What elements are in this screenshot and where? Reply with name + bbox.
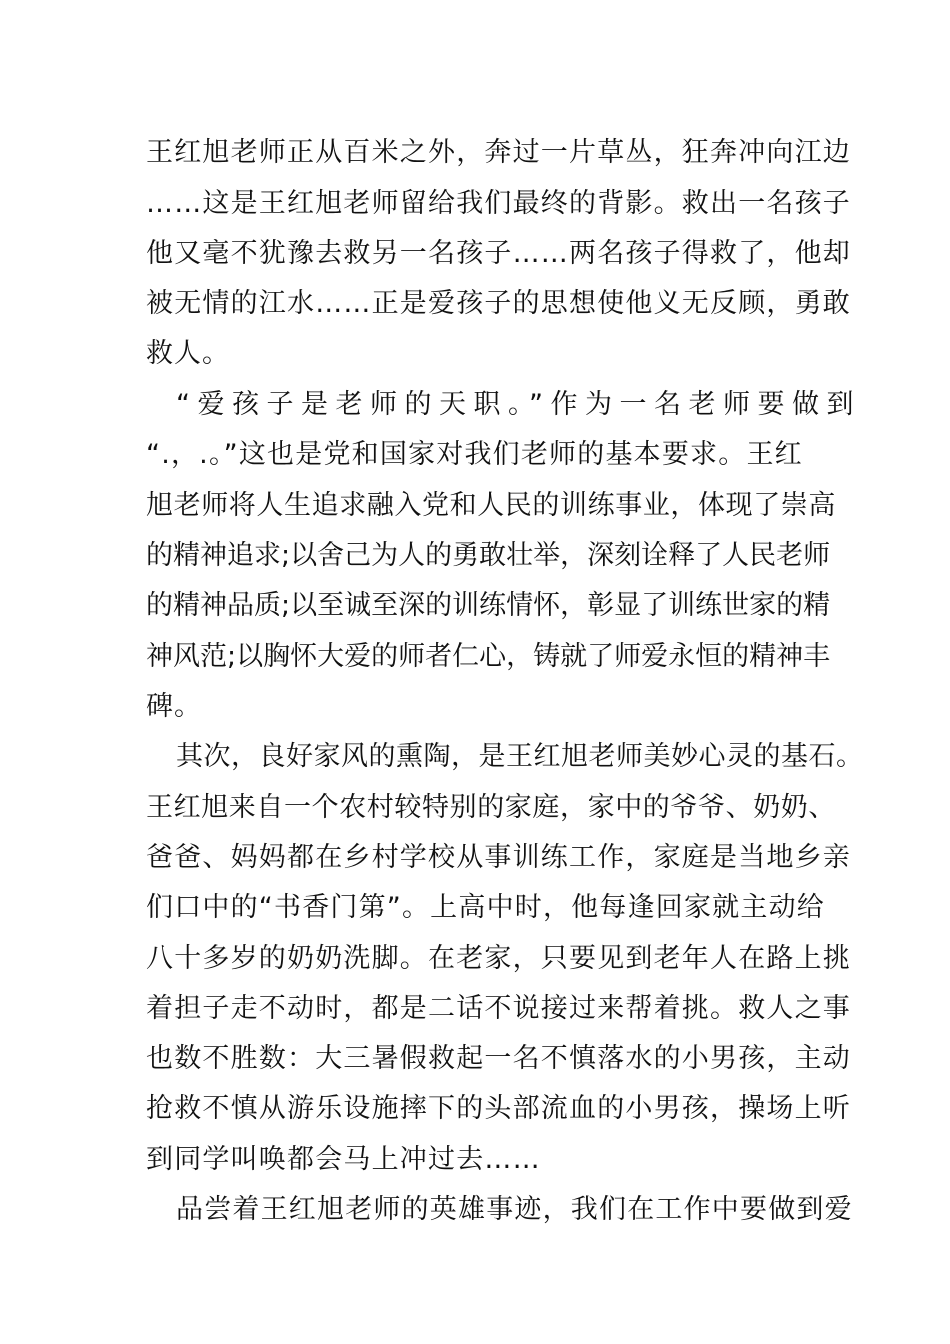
- text-line: 其次，良好家风的熏陶，是王红旭老师美妙心灵的基石。: [176, 741, 864, 772]
- text-line: 的精神追求;以舍己为人的勇敢壮举，深刻诠释了人民老师: [146, 540, 831, 571]
- text-line: 碑。: [146, 691, 202, 722]
- text-line: 着担子走不动时，都是二话不说接过来帮着挑。救人之事: [146, 993, 851, 1024]
- text-line: 神风范;以胸怀大爱的师者仁心，铸就了师爱永恒的精神丰: [146, 641, 831, 672]
- text-line: 也数不胜数：大三暑假救起一名不慎落水的小男孩，主动: [146, 1043, 851, 1074]
- text-line: 他又毫不犹豫去救另一名孩子……两名孩子得救了，他却: [146, 238, 851, 269]
- text-line: 们口中的“书香门第”。上高中时，他每逢回家就主动给: [146, 892, 825, 923]
- text-line: 抢救不慎从游乐设施摔下的头部流血的小男孩，操场上听: [146, 1093, 851, 1124]
- text-line: 八十多岁的奶奶洗脚。在老家，只要见到老年人在路上挑: [146, 943, 851, 974]
- text-line: 品尝着王红旭老师的英雄事迹，我们在工作中要做到爱: [176, 1194, 853, 1225]
- text-line: 王红旭老师正从百米之外，奔过一片草丛，狂奔冲向江边: [146, 137, 851, 168]
- text-line: 被无情的江水……正是爱孩子的思想使他义无反顾，勇敢: [146, 288, 851, 319]
- text-line: “.，.。”这也是党和国家对我们老师的基本要求。王红: [146, 439, 803, 470]
- text-line: “爱孩子是老师的天职。”作为一名老师要做到: [176, 389, 861, 420]
- text-line: 王红旭来自一个农村较特别的家庭，家中的爷爷、奶奶、: [146, 792, 836, 823]
- text-line: 旭老师将人生追求融入党和人民的训练事业，体现了崇高: [146, 490, 836, 521]
- text-line: ……这是王红旭老师留给我们最终的背影。救出一名孩子: [146, 188, 851, 219]
- text-line: 的精神品质;以至诚至深的训练情怀，彰显了训练世家的精: [146, 590, 831, 621]
- text-line: 爸爸、妈妈都在乡村学校从事训练工作，家庭是当地乡亲: [146, 842, 851, 873]
- text-line: 到同学叫唤都会马上冲过去……: [146, 1144, 541, 1175]
- text-line: 救人。: [146, 338, 230, 369]
